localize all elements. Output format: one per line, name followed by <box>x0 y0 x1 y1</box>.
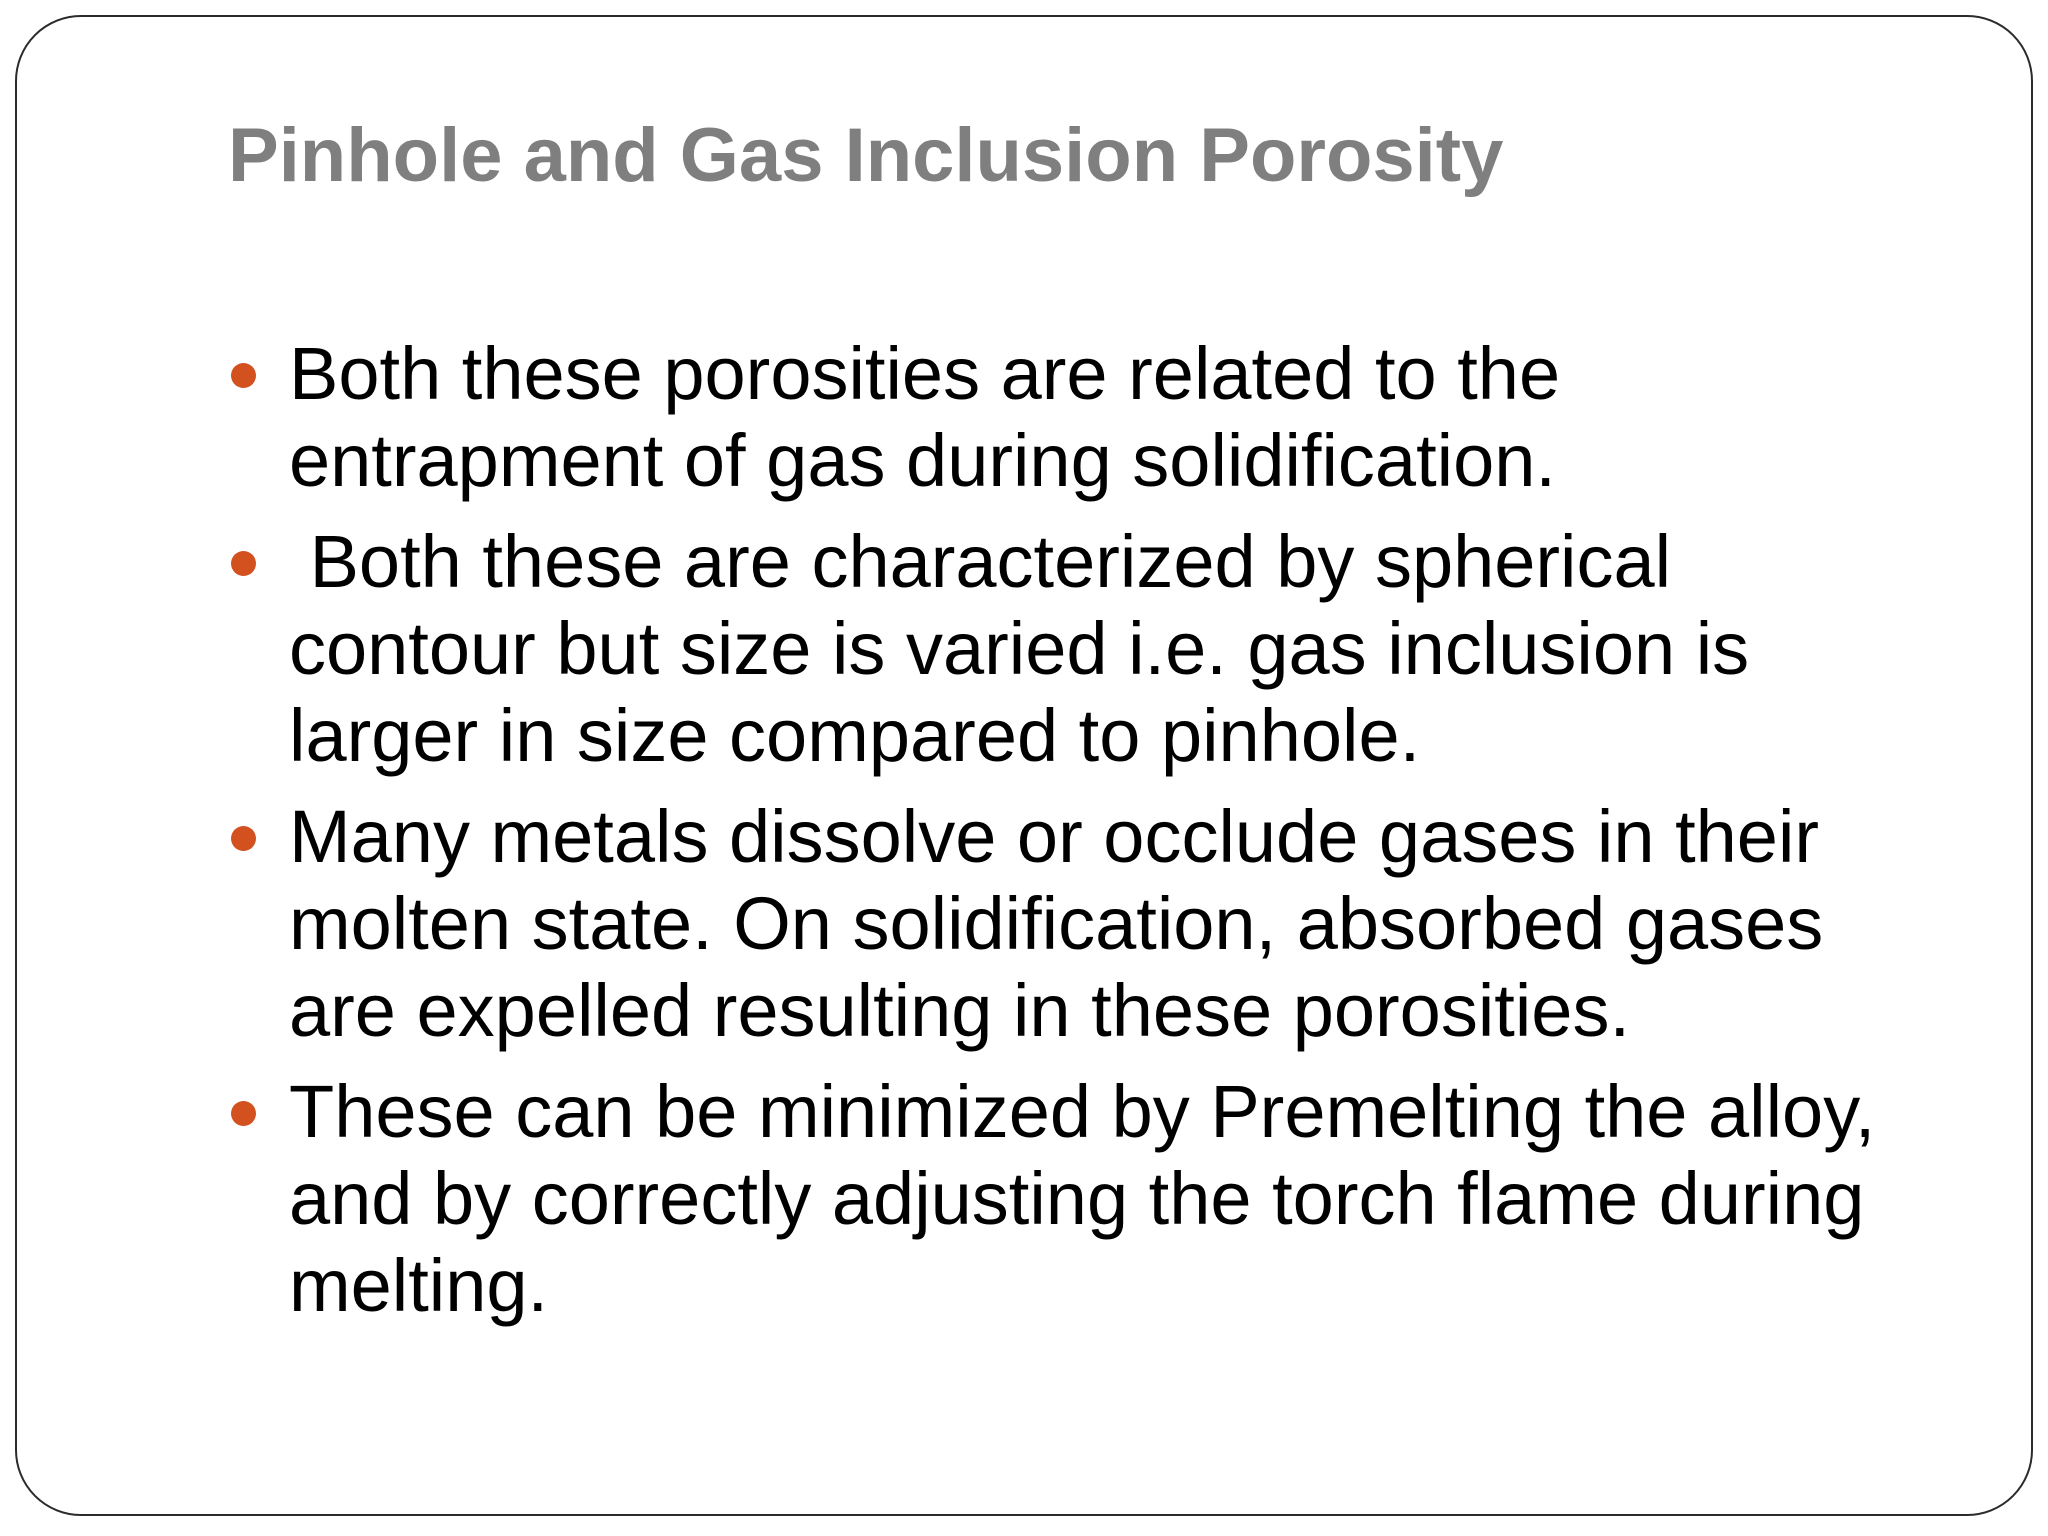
bullet-item <box>228 1068 1908 1329</box>
bullet-text: Both these are characterized by spherical contour but size is varied i.e. gas inclusion is larger in size compared to pinhole. <box>289 520 1770 777</box>
bullet-text: Many metals dissolve or occlude gases in their molten state. On solidification, absorbed gases are expelled resulting in these porosities. <box>289 795 1844 1052</box>
bullet-list <box>228 330 1908 1343</box>
slide-title: Pinhole and Gas Inclusion Porosity <box>228 113 1504 198</box>
bullet-item <box>228 518 1908 779</box>
bullet-dot-icon <box>231 551 256 576</box>
bullet-dot-icon <box>231 826 256 851</box>
bullet-text: Both these porosities are related to the entrapment of gas during solidification. <box>289 332 1581 502</box>
bullet-item <box>228 330 1908 504</box>
bullet-dot-icon <box>231 1101 256 1126</box>
bullet-text: These can be minimized by Premelting the alloy, and by correctly adjusting the torch flame during melting. <box>289 1070 1896 1327</box>
bullet-dot-icon <box>231 363 256 388</box>
bullet-item <box>228 793 1908 1054</box>
